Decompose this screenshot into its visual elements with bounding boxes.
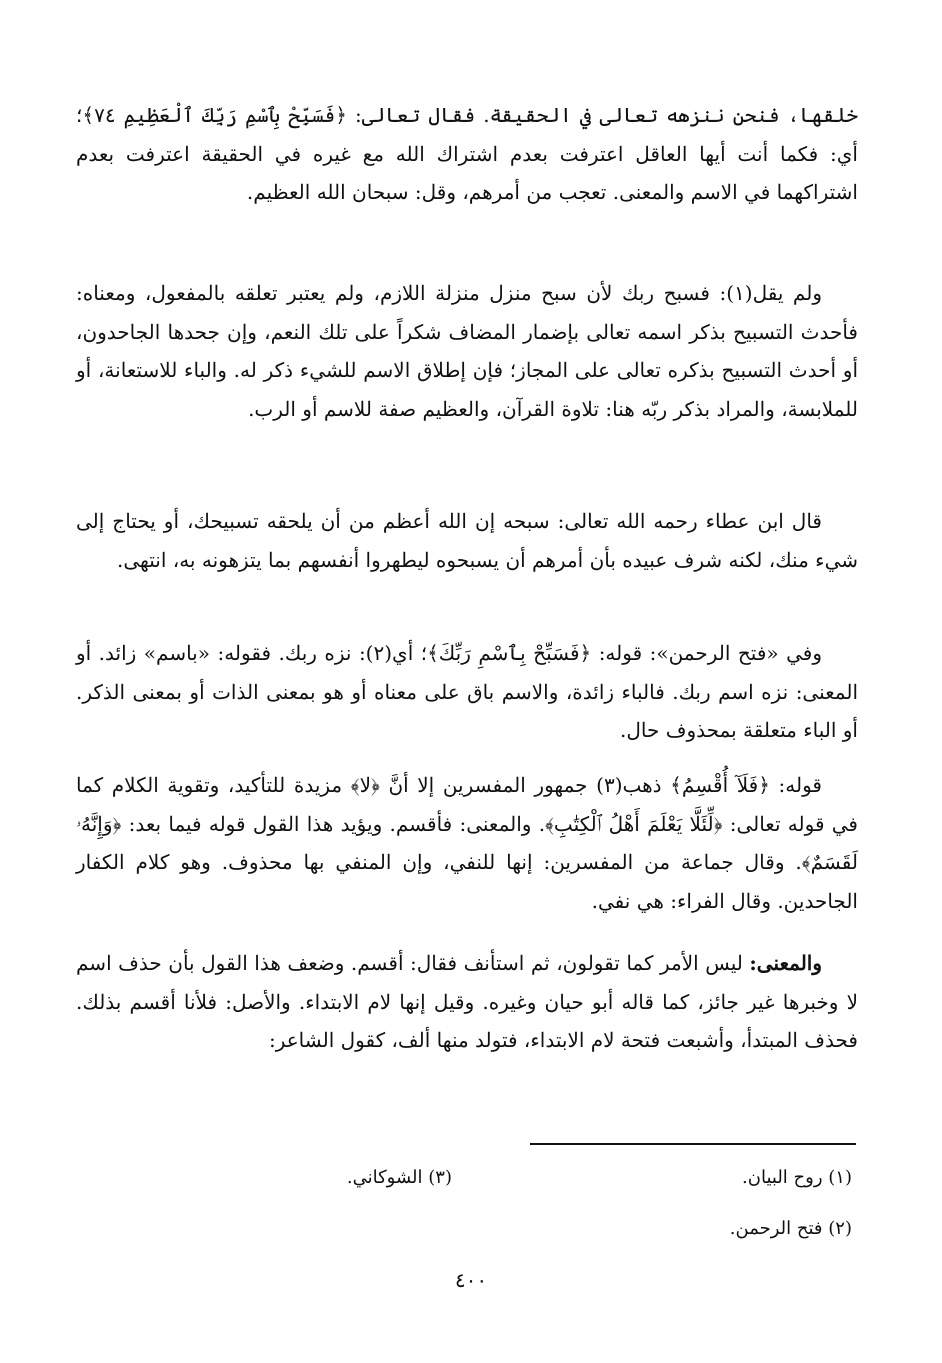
paragraph-1	[76, 96, 858, 212]
paragraph-text: قال ابن عطاء رحمه الله تعالى: سبحه إن الله أعظم من أن يلحقه تسبيحك، أو يحتاج إلى شيء منك، لكنه شرف عبيده بأن أمرهم أن يسبحوه ليطهروا أنفسهم بما يتزهونه به، انتهى.	[76, 509, 858, 572]
paragraph-text: وفي «فتح الرحمن»: قوله: ﴿فَسَبِّحْ بِٱسْمِ رَبِّكَ﴾؛ أي(٢): نزه ربك. فقوله: «باسم» زائد. أو المعنى: نزه اسم ربك. فالباء زائدة، والاسم باق على معناه أو هو بمعنى الذات أو بمعنى الذكر. أو الباء متعلقة بمحذوف حال.	[76, 641, 858, 742]
paragraph-5	[76, 766, 858, 920]
footnote-text: الشوكاني.	[346, 1167, 423, 1188]
footnote-number: (٢)	[828, 1218, 852, 1239]
paragraph-2	[76, 274, 858, 428]
footnote-number: (٣)	[428, 1167, 452, 1188]
paragraph-text: ولم يقل(١): فسبح ربك لأن سبح منزل منزلة اللازم، ولم يعتبر تعلقه بالمفعول، ومعناه: فأحدث التسبيح بذكر اسمه تعالى بإضمار المضاف شكراً على تلك النعم، وإن جحدها الجاحدون، أو أحدث التسبيح بذكره تعالى على المجاز؛ فإن إطلاق الاسم للشيء ذكر له. والباء للاستعانة، أو للملابسة، والمراد بذكر ربّه هنا: تلاوة القرآن، والعظيم صفة للاسم أو الرب.	[76, 281, 858, 421]
page-number: ٤٠٠	[454, 1268, 488, 1292]
paragraph-text: قوله: ﴿فَلَآ أُقْسِمُ﴾ ذهب(٣) جمهور المفسرين إلا أنَّ ﴿لا﴾ مزيدة للتأكيد، وتقوية الكلام كما في قوله تعالى: ﴿لِّئَلَّا يَعْلَمَ أَهْلُ ٱلْكِتَٰبِ﴾. والمعنى: فأقسم. ويؤيد هذا القول قوله فيما بعد: ﴿وَإِنَّهُۥ لَقَسَمٌ﴾. وقال جماعة من المفسرين: إنها للنفي، وإن المنفي بها محذوف. وهو كلام الكفار الجاحدين. وقال الفراء: هي نفي.	[76, 773, 858, 913]
paragraph-3	[76, 502, 858, 579]
footnote-1	[742, 1166, 852, 1190]
footnote-divider	[530, 1143, 856, 1145]
footnote-3	[347, 1166, 452, 1190]
paragraph-4	[76, 634, 858, 750]
paragraph-text: ليس الأمر كما تقولون، ثم استأنف فقال: أقسم. وضعف هذا القول بأن حذف اسم لا وخبرها غير جائز، كما قاله أبو حيان وغيره. وقيل إنها لام الابتداء. والأصل: فلأنا أقسم بذلك. فحذف المبتدأ، وأشبعت فتحة لام الابتداء، فتولد منها ألف، كقول الشاعر:	[76, 951, 858, 1052]
paragraph-6	[76, 944, 858, 1060]
footnote-2	[730, 1217, 852, 1241]
footnote-number: (١)	[828, 1167, 852, 1188]
paragraph-text: خلقها، فنحن ننزهه تعالى في الحقيقة. فقال تعالى: ﴿فَسَبِّحْ بِٱسْمِ رَبِّكَ ٱلْعَظِيمِ ٧٤﴾؛ أي: فكما أنت أيها العاقل اعترفت بعدم اشتراك الله مع غيره في الحقيقة اعترفت بعدم اشتراكهما في الاسم والمعنى. تعجب من أمرهم، وقل: سبحان الله العظيم.	[76, 103, 858, 204]
footnote-text: روح البيان.	[742, 1167, 823, 1188]
paragraph-label: والمعنى:	[749, 951, 823, 975]
footnote-text: فتح الرحمن.	[729, 1218, 823, 1239]
